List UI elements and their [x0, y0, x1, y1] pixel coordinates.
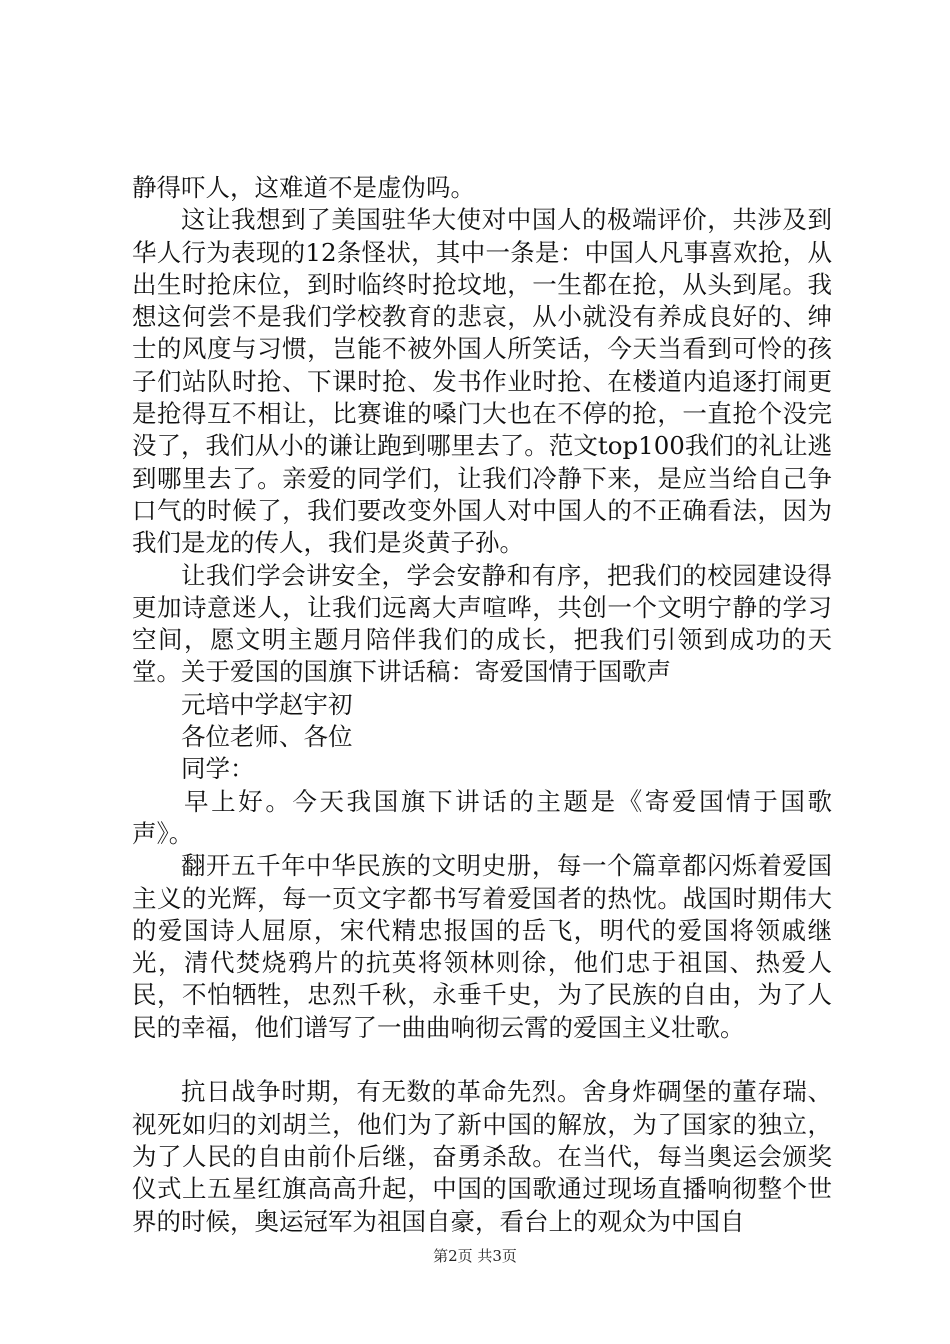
- salutation-line-2: 同学：: [181, 754, 255, 784]
- paragraph-ambassador: 这让我想到了美国驻华大使对中国人的极端评价，共涉及到华人行为表现的12条怪状，其中一条是：中国人凡事喜欢抢，从出生时抢床位，到时临终时抢坟地，一生都在抢，从头到尾。我想这何尝不是我们学校教育的悲哀，从小就没有养成良好的、绅士的风度与习惯，岂能不被外国人所笑话，今天当看到可怜的孩子们站队时抢、下课时抢、发书作业时抢、在楼道内追逐打闹更是抢得互不相让，比赛谁的嗓门大也在不停的抢，一直抢个没完没了，我们从小的谦让跑到哪里去了。范文top100我们的礼让逃到哪里去了。亲爱的同学们，让我们冷静下来，是应当给自己争口气的时候了，我们要改变外国人对中国人的不正确看法，因为我们是龙的传人，我们是炎黄子孙。: [132, 205, 832, 558]
- paragraph-war: 抗日战争时期，有无数的革命先烈。舍身炸碉堡的董存瑞、视死如归的刘胡兰，他们为了新中国的解放，为了国家的独立，为了人民的自由前仆后继，奋勇杀敌。在当代，每当奥运会颁奖仪式上五星红旗高高升起，中国的国歌通过现场直播响彻整个世界的时候，奥运冠军为祖国自豪，看台上的观众为中国自: [132, 1077, 832, 1236]
- page-footer: 第2页 共3页: [433, 1247, 517, 1265]
- paragraph-continuation: 静得吓人，这难道不是虚伪吗。: [132, 173, 475, 202]
- paragraph-greeting: 早上好。今天我国旗下讲话的主题是《寄爱国情于国歌声》。: [132, 786, 832, 848]
- salutation-line: 各位老师、各位: [181, 722, 353, 752]
- author-line: 元培中学赵宇初: [181, 689, 353, 719]
- paragraph-history: 翻开五千年中华民族的文明史册，每一个篇章都闪烁着爱国主义的光辉，每一页文字都书写着爱国者的热忱。战国时期伟大的爱国诗人屈原，宋代精忠报国的岳飞，明代的爱国将领戚继光，清代焚烧鸦片的抗英将领林则徐，他们忠于祖国、热爱人民，不怕牺牲，忠烈千秋，永垂千史，为了民族的自由，为了人民的幸福，他们谱写了一曲曲响彻云霄的爱国主义壮歌。: [132, 851, 832, 1042]
- paragraph-campus: 让我们学会讲安全，学会安静和有序，把我们的校园建设得更加诗意迷人，让我们远离大声喧哗，共创一个文明宁静的学习空间，愿文明主题月陪伴我们的成长，把我们引领到成功的天堂。关于爱国的国旗下讲话稿：寄爱国情于国歌声: [132, 560, 832, 687]
- document-body: [132, 172, 832, 1238]
- blank-line: [132, 1044, 832, 1076]
